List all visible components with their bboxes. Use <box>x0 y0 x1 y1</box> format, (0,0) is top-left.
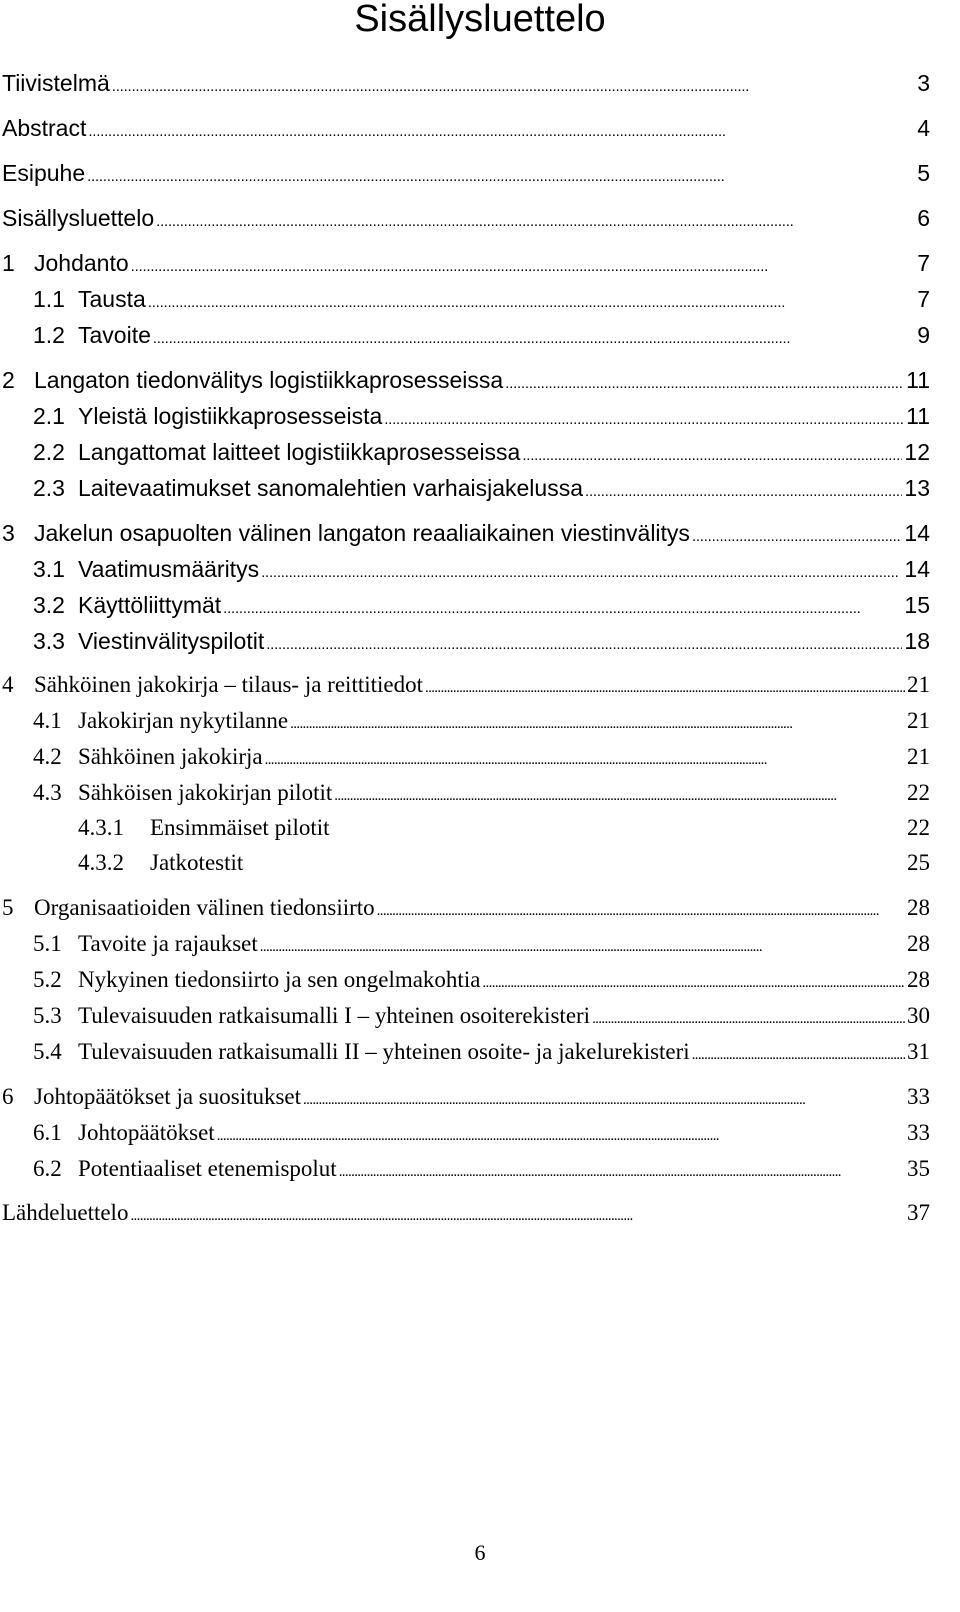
toc-entry-number: 6.1 <box>33 1120 62 1145</box>
toc-dot-leader <box>88 113 915 147</box>
toc-entry-number: 3.2 <box>33 592 65 618</box>
toc-entry-page: 9 <box>917 322 930 348</box>
toc-entry-page: 25 <box>907 850 930 875</box>
toc-entry-number: 6.2 <box>33 1156 62 1181</box>
toc-entry-label: Jatkotestit <box>150 850 244 875</box>
toc-entry-label: Viestinvälityspilotit <box>78 628 265 654</box>
toc-entry-page: 33 <box>907 1084 930 1109</box>
toc-entry-label: Johdanto <box>34 250 129 276</box>
toc-entry-page: 11 <box>906 403 930 429</box>
toc-entry-label: Johtopäätökset ja suositukset <box>34 1084 302 1109</box>
toc-entry[interactable] <box>2 742 930 772</box>
toc-entry-number: 2.3 <box>33 475 65 501</box>
toc-dot-leader <box>377 893 905 926</box>
toc-entry-label: Langattomat laitteet logistiikkaprosesseissa <box>78 439 521 465</box>
toc-dot-leader <box>153 320 915 354</box>
toc-entry-page: 37 <box>907 1200 930 1225</box>
toc-entry-page: 28 <box>907 967 930 992</box>
toc-entry[interactable] <box>2 248 930 278</box>
toc-entry-number: 5.2 <box>33 967 62 992</box>
toc-entry-page: 6 <box>917 205 930 231</box>
toc-entry-label: Tiivistelmä <box>2 70 110 96</box>
toc-entry-page: 22 <box>907 815 930 840</box>
toc-entry[interactable] <box>2 1118 930 1148</box>
toc-entry-page: 13 <box>904 475 930 501</box>
toc-entry-label: Lähdeluettelo <box>2 1200 129 1225</box>
toc-entry[interactable] <box>2 706 930 736</box>
toc-entry-label: Jakelun osapuolten välinen langaton reaaliaikainen viestinvälitys <box>34 520 690 546</box>
toc-entry[interactable] <box>2 320 930 350</box>
toc-dot-leader <box>266 626 902 660</box>
toc-entry-page: 28 <box>907 931 930 956</box>
toc-dot-leader <box>148 284 915 318</box>
toc-entry[interactable] <box>2 158 930 188</box>
toc-entry-page: 14 <box>904 520 930 546</box>
toc-entry-page: 3 <box>917 70 930 96</box>
toc-dot-leader <box>290 706 905 739</box>
toc-dot-leader <box>692 1037 905 1070</box>
toc-entry-number: 2.1 <box>33 403 65 429</box>
toc-entry-label: Tulevaisuuden ratkaisumalli II – yhteinen osoite- ja jakelurekisteri <box>78 1039 690 1064</box>
toc-dot-leader <box>425 670 905 703</box>
toc-entry-page: 35 <box>907 1156 930 1181</box>
toc-entry-page: 21 <box>907 672 930 697</box>
toc-entry-label: Nykyinen tiedonsiirto ja sen ongelmakohtia <box>78 967 481 992</box>
toc-entry-page: 28 <box>907 895 930 920</box>
toc-entry-number: 4.3.1 <box>78 815 124 840</box>
toc-entry[interactable] <box>2 284 930 314</box>
toc-entry-label: Tavoite ja rajaukset <box>78 931 258 956</box>
toc-entry-label: Abstract <box>2 115 87 141</box>
toc-entry[interactable] <box>2 1198 930 1228</box>
toc-dot-leader <box>482 965 905 998</box>
toc-entry[interactable] <box>2 1001 930 1031</box>
toc-entry-label: Käyttöliittymät <box>78 592 222 618</box>
toc-entry-label: Vaatimusmääritys <box>78 556 260 582</box>
toc-entry[interactable] <box>2 778 930 808</box>
toc-entry-page: 31 <box>907 1039 930 1064</box>
toc-entry-number: 2 <box>2 367 15 393</box>
toc-dot-leader <box>505 365 904 399</box>
toc-entry-number: 4.1 <box>33 708 62 733</box>
toc-entry[interactable] <box>2 670 930 700</box>
toc-dot-leader <box>87 158 915 192</box>
toc-entry[interactable] <box>2 401 930 431</box>
toc-entry-label: Potentiaaliset etenemispolut <box>78 1156 337 1181</box>
toc-entry-label: Sähköinen jakokirja – tilaus- ja reittitiedot <box>34 672 423 697</box>
toc-entry-label: Ensimmäiset pilotit <box>150 815 330 840</box>
toc-entry-page: 4 <box>917 115 930 141</box>
page-number: 6 <box>474 1540 486 1565</box>
toc-entry[interactable] <box>2 965 930 995</box>
toc-entry[interactable] <box>2 590 930 620</box>
toc-entry-label: Jakokirjan nykytilanne <box>78 708 289 733</box>
toc-entry-page: 5 <box>917 160 930 186</box>
toc-entry[interactable] <box>2 554 930 584</box>
toc-entry-page: 7 <box>917 250 930 276</box>
toc-entry-number: 3.3 <box>33 628 65 654</box>
toc-entry-label: Tavoite <box>78 322 151 348</box>
toc-entry-label: Tausta <box>78 286 146 312</box>
toc-dot-leader <box>334 778 905 811</box>
toc-entry-label: Yleistä logistiikkaprosesseista <box>78 403 383 429</box>
toc-entry[interactable] <box>2 203 930 233</box>
toc-entry-page: 12 <box>904 439 930 465</box>
toc-dot-leader <box>585 473 902 507</box>
toc-entry-label: Sisällysluettelo <box>2 205 155 231</box>
toc-entry[interactable] <box>2 473 930 503</box>
toc-entry[interactable] <box>2 1037 930 1067</box>
toc-dot-leader <box>339 1154 905 1187</box>
toc-dot-leader <box>592 1001 905 1034</box>
toc-entry-page: 7 <box>917 286 930 312</box>
toc-entry-label: Laitevaatimukset sanomalehtien varhaisjakelussa <box>78 475 584 501</box>
toc-entry[interactable] <box>2 848 930 878</box>
toc-entry-number: 4.2 <box>33 744 62 769</box>
page-title: Sisällysluettelo <box>354 0 606 40</box>
toc-dot-leader <box>131 248 916 282</box>
toc-entry-number: 4.3 <box>33 780 62 805</box>
toc-entry-label: Langaton tiedonvälitys logistiikkaprosesseissa <box>34 367 504 393</box>
toc-entry[interactable] <box>2 1154 930 1184</box>
toc-dot-leader <box>384 401 904 435</box>
toc-entry-label: Tulevaisuuden ratkaisumalli I – yhteinen osoiterekisteri <box>78 1003 591 1028</box>
toc-entry[interactable] <box>2 518 930 548</box>
toc-entry-number: 6 <box>2 1084 14 1109</box>
toc-entry-label: Esipuhe <box>2 160 86 186</box>
toc-entry-number: 1.1 <box>33 286 65 312</box>
toc-dot-leader <box>692 518 902 552</box>
toc-entry[interactable] <box>2 929 930 959</box>
toc-entry-number: 3.1 <box>33 556 65 582</box>
toc-entry-page: 30 <box>907 1003 930 1028</box>
toc-entry-page: 33 <box>907 1120 930 1145</box>
toc-dot-leader <box>265 742 905 775</box>
toc-dot-leader <box>217 1118 905 1151</box>
toc-entry-page: 15 <box>904 592 930 618</box>
toc-dot-leader <box>260 929 905 962</box>
toc-entry-label: Sähköisen jakokirjan pilotit <box>78 780 333 805</box>
toc-entry[interactable] <box>2 113 930 143</box>
toc-entry-number: 5.4 <box>33 1039 62 1064</box>
toc-dot-leader <box>261 554 902 588</box>
toc-entry-page: 21 <box>907 744 930 769</box>
toc-entry-number: 1 <box>2 250 15 276</box>
toc-entry-number: 5.3 <box>33 1003 62 1028</box>
toc-entry-number: 3 <box>2 520 15 546</box>
toc-entry-number: 4 <box>2 672 14 697</box>
toc-entry-label: Johtopäätökset <box>78 1120 215 1145</box>
toc-entry-number: 1.2 <box>33 322 65 348</box>
toc-entry-page: 22 <box>907 780 930 805</box>
toc-entry[interactable] <box>2 68 930 98</box>
toc-entry-page: 14 <box>904 556 930 582</box>
toc-entry[interactable] <box>2 893 930 923</box>
toc-entry-label: Sähköinen jakokirja <box>78 744 263 769</box>
toc-entry-page: 11 <box>906 367 930 393</box>
toc-entry-page: 21 <box>907 708 930 733</box>
toc-entry[interactable] <box>2 365 930 395</box>
toc-dot-leader <box>130 1198 905 1231</box>
toc-entry[interactable] <box>2 1082 930 1112</box>
toc-dot-leader <box>156 203 915 237</box>
toc-dot-leader <box>522 437 902 471</box>
toc-entry-number: 5 <box>2 895 14 920</box>
toc-entry-number: 2.2 <box>33 439 65 465</box>
toc-entry-label: Organisaatioiden välinen tiedonsiirto <box>34 895 375 920</box>
toc-entry-number: 4.3.2 <box>78 850 124 875</box>
toc-dot-leader <box>112 68 915 102</box>
toc-dot-leader <box>223 590 902 624</box>
toc-dot-leader <box>303 1082 905 1115</box>
toc-entry-number: 5.1 <box>33 931 62 956</box>
toc-entry[interactable] <box>2 626 930 656</box>
toc-entry-page: 18 <box>904 628 930 654</box>
toc-entry[interactable] <box>2 437 930 467</box>
toc-entry[interactable] <box>2 813 930 843</box>
